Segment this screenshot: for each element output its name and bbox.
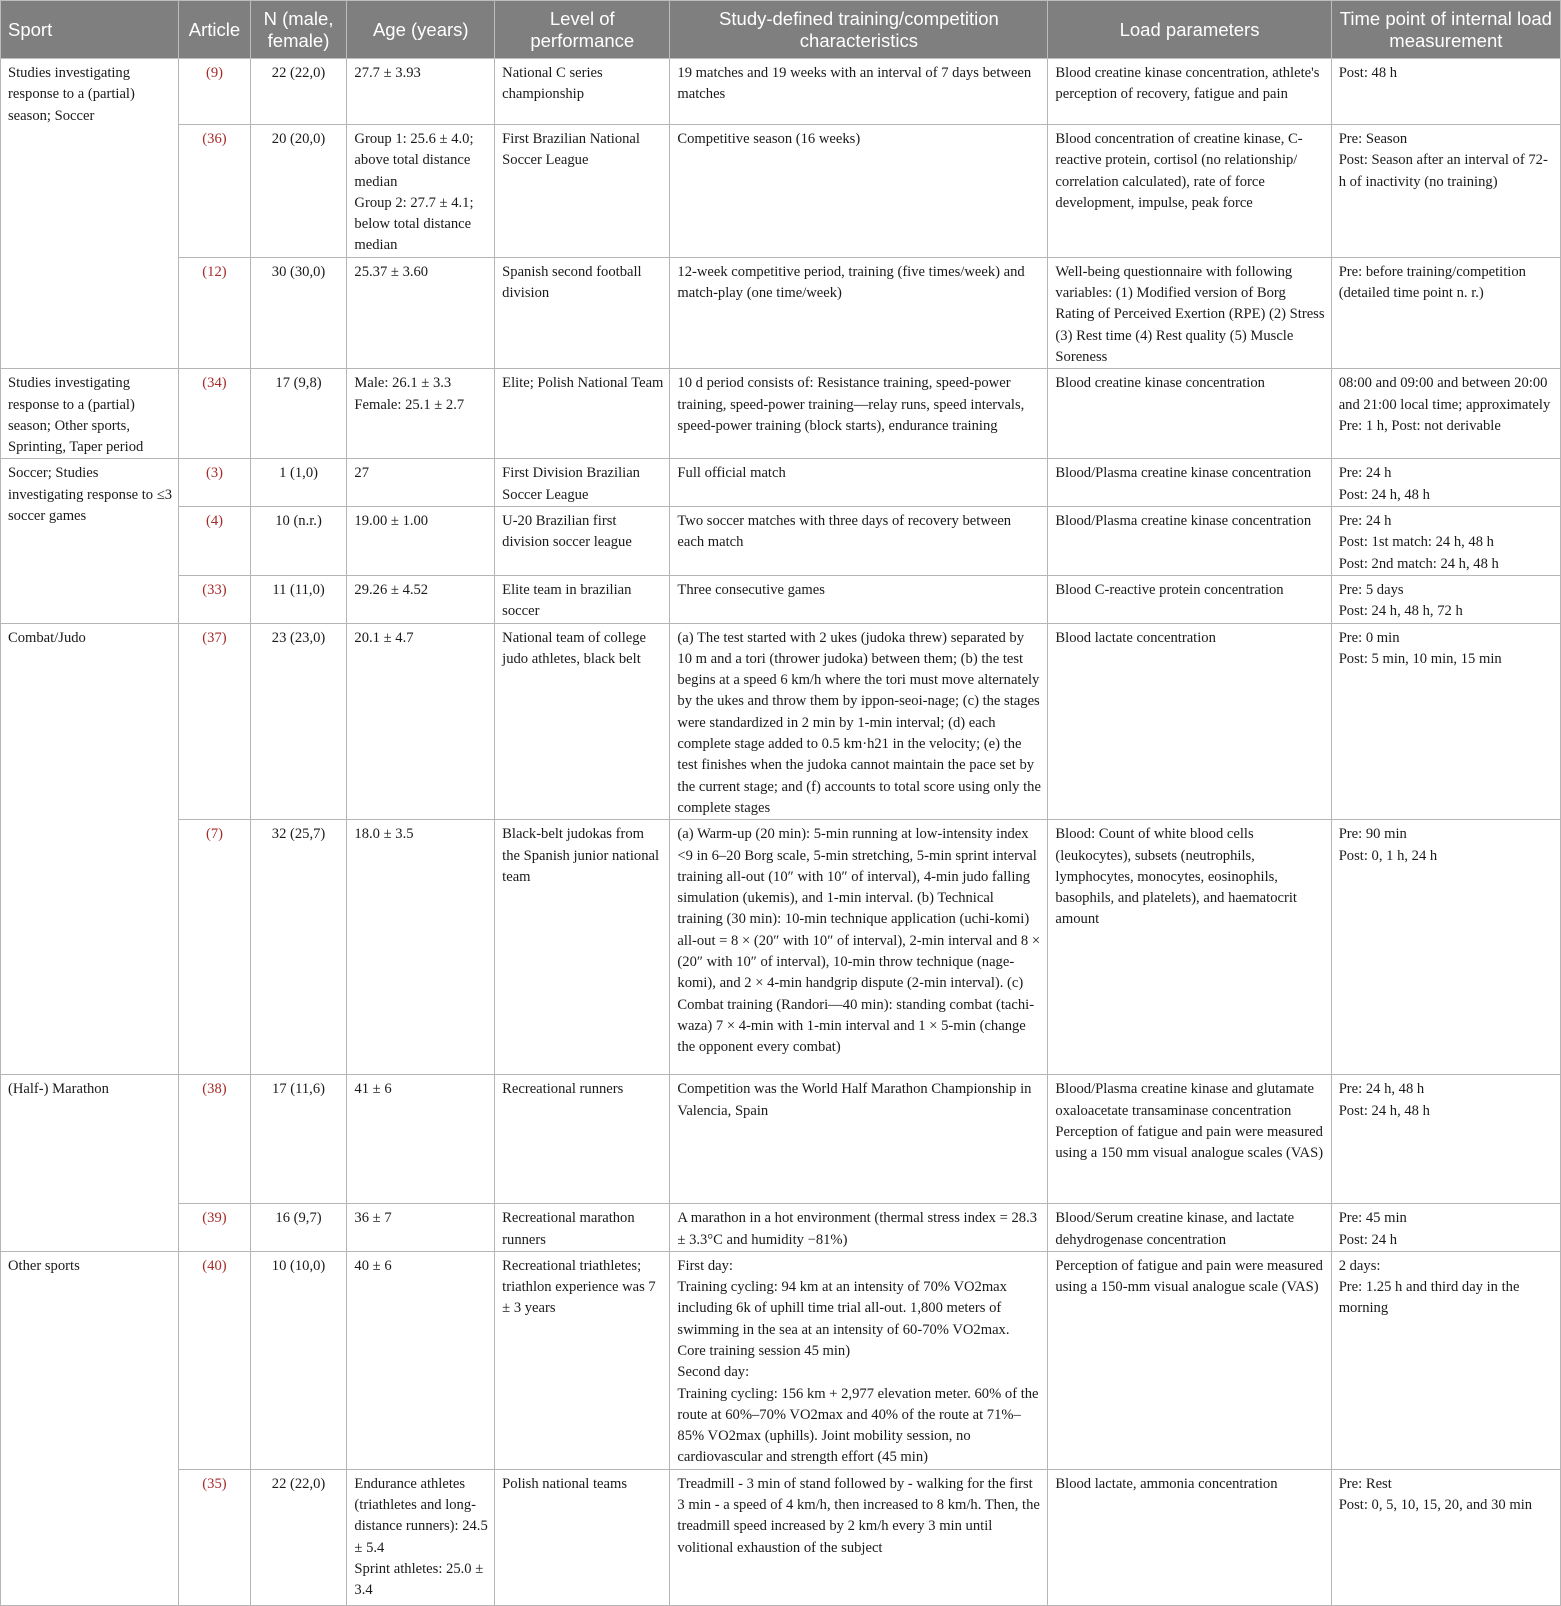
n-cell: 22 (22,0) <box>250 1469 347 1605</box>
characteristics-cell <box>670 257 1048 368</box>
header-level: Level of performance <box>495 1 670 59</box>
sport-cell: Other sports <box>1 1251 179 1605</box>
header-characteristics: Study-defined training/competition characteristics <box>670 1 1048 59</box>
cell-line: Post: 24 h, 48 h, 72 h <box>1338 603 1463 620</box>
article-ref: (3) <box>179 459 250 507</box>
table-row <box>1 1251 1561 1469</box>
table-row <box>1 507 1561 576</box>
load-cell <box>1048 1469 1331 1605</box>
characteristics-cell <box>670 1251 1048 1469</box>
load-cell <box>1048 125 1331 258</box>
table-row <box>1 1075 1561 1204</box>
sport-cell: Combat/Judo <box>1 623 179 1075</box>
time-cell <box>1331 623 1560 820</box>
level-cell: Recreational runners <box>495 1075 670 1204</box>
level-cell: National C series championship <box>495 59 670 125</box>
age-cell <box>347 820 495 1075</box>
article-ref: (39) <box>179 1204 250 1252</box>
table-row <box>1 1204 1561 1252</box>
header-article: Article <box>179 1 250 59</box>
cell-line: Training cycling: 94 km at an intensity of 70% VO2max including 6k of uphill time trial all-out. 1,800 meters of swimming in the sea at an intensity of 60-70% VO2max. Core training session 45 min) <box>677 1279 1010 1359</box>
level-cell: First Brazilian National Soccer League <box>495 125 670 258</box>
cell-line: (a) The test started with 2 ukes (judoka threw) separated by 10 m and a tori (thrower judoka) between them; (b) the test begins at a speed 6 km/h where the tori must move alternately by the ukes and throw them by ippon-seoi-nage; (c) the stages were standardized in 2 min by 1-min interval; (d) each complete stage added to 0.5 km·h21 in the velocity; (e) the test finishes when the judoka cannot maintain the pace set by the current stage; and (f) accounts to total score using only the complete stages <box>677 629 1041 816</box>
header-row <box>1 1 1561 59</box>
cell-line: 20.1 ± 4.7 <box>354 629 414 646</box>
cell-line: Pre: 0 min <box>1338 629 1400 646</box>
cell-line: 27 <box>354 465 370 482</box>
level-cell: Recreational marathon runners <box>495 1204 670 1252</box>
level-cell: Spanish second football division <box>495 257 670 368</box>
characteristics-cell <box>670 125 1048 258</box>
cell-line: 41 ± 6 <box>354 1081 392 1098</box>
time-cell <box>1331 257 1560 368</box>
age-cell <box>347 459 495 507</box>
article-ref: (12) <box>179 257 250 368</box>
cell-line: 10 d period consists of: Resistance training, speed-power training, speed-power training—relay runs, speed intervals, speed-power training (block starts), endurance training <box>677 375 1025 434</box>
article-ref: (37) <box>179 623 250 820</box>
n-cell: 23 (23,0) <box>250 623 347 820</box>
level-cell: Black-belt judokas from the Spanish junior national team <box>495 820 670 1075</box>
article-ref: (40) <box>179 1251 250 1469</box>
cell-line: Post: 1st match: 24 h, 48 h <box>1338 534 1494 551</box>
n-cell: 22 (22,0) <box>250 59 347 125</box>
cell-line: Pre: 24 h, 48 h <box>1338 1081 1425 1098</box>
time-cell <box>1331 369 1560 459</box>
characteristics-cell <box>670 59 1048 125</box>
article-ref: (7) <box>179 820 250 1075</box>
table-row <box>1 1469 1561 1605</box>
cell-line: 25.37 ± 3.60 <box>354 263 429 280</box>
time-cell <box>1331 459 1560 507</box>
table-row <box>1 459 1561 507</box>
n-cell: 16 (9,7) <box>250 1204 347 1252</box>
header-time: Time point of internal load measurement <box>1331 1 1560 59</box>
n-cell: 17 (11,6) <box>250 1075 347 1204</box>
cell-line: 27.7 ± 3.93 <box>354 65 421 81</box>
cell-line: Post: 24 h, 48 h <box>1338 486 1430 503</box>
cell-line: Post: 0, 5, 10, 15, 20, and 30 min <box>1338 1497 1533 1514</box>
cell-line: Blood lactate, ammonia concentration <box>1055 1475 1278 1492</box>
age-cell <box>347 1075 495 1204</box>
table-row <box>1 369 1561 459</box>
cell-line: Sprint athletes: 25.0 ± 3.4 <box>354 1560 484 1599</box>
cell-line: First day: <box>677 1257 733 1274</box>
article-ref: (36) <box>179 125 250 258</box>
cell-line: Post: Season after an interval of 72-h of inactivity (no training) <box>1338 152 1548 190</box>
cell-line: Two soccer matches with three days of recovery between each match <box>677 513 1012 551</box>
cell-line: 19 matches and 19 weeks with an interval of 7 days between matches <box>677 65 1032 103</box>
header-sport: Sport <box>1 1 179 59</box>
table-row <box>1 820 1561 1075</box>
table-row <box>1 623 1561 820</box>
cell-line: Treadmill - 3 min of stand followed by - walking for the first 3 min - a speed of 4 km/h, then increased to 8 km/h. Then, the treadmill speed increased by 2 km/h every 3 min until volitional exhaustion of the subject <box>677 1475 1040 1556</box>
cell-line: Female: 25.1 ± 2.7 <box>354 396 465 413</box>
characteristics-cell <box>670 820 1048 1075</box>
cell-line: Blood concentration of creatine kinase, C-reactive protein, cortisol (no relationship/ correlation calculated), rate of force development, impulse, peak force <box>1055 131 1303 211</box>
characteristics-cell <box>670 1075 1048 1204</box>
cell-line: Second day: <box>677 1364 750 1381</box>
cell-line: Blood C-reactive protein concentration <box>1055 581 1284 598</box>
cell-line: Perception of fatigue and pain were measured using a 150 mm visual analogue scales (VAS) <box>1055 1123 1324 1162</box>
load-cell <box>1048 369 1331 459</box>
table-row <box>1 125 1561 258</box>
load-cell <box>1048 1075 1331 1204</box>
cell-line: Pre: 24 h <box>1338 513 1392 530</box>
age-cell <box>347 575 495 623</box>
age-cell <box>347 257 495 368</box>
cell-line: Male: 26.1 ± 3.3 <box>354 375 452 392</box>
cell-line: 12-week competitive period, training (five times/week) and match-play (one time/week) <box>677 263 1025 302</box>
cell-line: Post: 0, 1 h, 24 h <box>1338 847 1438 864</box>
cell-line: 2 days: <box>1338 1257 1381 1274</box>
sport-cell: Studies investigating response to a (partial) season; Other sports, Sprinting, Taper period <box>1 369 179 459</box>
level-cell: U-20 Brazilian first division soccer league <box>495 507 670 576</box>
header-load: Load parameters <box>1048 1 1331 59</box>
cell-line: Competitive season (16 weeks) <box>677 131 861 147</box>
n-cell: 30 (30,0) <box>250 257 347 368</box>
article-ref: (34) <box>179 369 250 459</box>
load-cell <box>1048 1204 1331 1252</box>
characteristics-cell <box>670 369 1048 459</box>
load-cell <box>1048 59 1331 125</box>
sport-cell: (Half-) Marathon <box>1 1075 179 1252</box>
level-cell: Elite; Polish National Team <box>495 369 670 459</box>
time-cell <box>1331 1469 1560 1605</box>
cell-line: Full official match <box>677 465 786 482</box>
cell-line: 36 ± 7 <box>354 1210 392 1227</box>
time-cell <box>1331 820 1560 1075</box>
cell-line: Blood: Count of white blood cells (leukocytes), subsets (neutrophils, lymphocytes, monocytes, eosinophils, basophils, and platelets), and haematocrit amount <box>1055 826 1297 928</box>
cell-line: Group 2: 27.7 ± 4.1; below total distance median <box>354 194 474 254</box>
table-row <box>1 257 1561 368</box>
cell-line: Blood/Plasma creatine kinase concentration <box>1055 465 1312 482</box>
characteristics-cell <box>670 575 1048 623</box>
load-cell <box>1048 623 1331 820</box>
cell-line: Three consecutive games <box>677 581 825 598</box>
load-cell <box>1048 459 1331 507</box>
article-ref: (9) <box>179 59 250 125</box>
level-cell: National team of college judo athletes, black belt <box>495 623 670 820</box>
load-cell <box>1048 575 1331 623</box>
table-body <box>1 59 1561 1606</box>
time-cell <box>1331 507 1560 576</box>
cell-line: 08:00 and 09:00 and between 20:00 and 21:00 local time; approximately Pre: 1 h, Post: not derivable <box>1338 375 1551 434</box>
n-cell: 11 (11,0) <box>250 575 347 623</box>
level-cell: Elite team in brazilian soccer <box>495 575 670 623</box>
n-cell: 10 (10,0) <box>250 1251 347 1469</box>
load-cell <box>1048 257 1331 368</box>
characteristics-cell <box>670 507 1048 576</box>
cell-line: Training cycling: 156 km + 2,977 elevation meter. 60% of the route at 60%–70% VO2max and 40% of the route at 71%–85% VO2max (uphills). Joint mobility session, no cardiovascular and strength effort (45 min) <box>677 1385 1039 1466</box>
sport-cell: Soccer; Studies investigating response to ≤3 soccer games <box>1 459 179 623</box>
n-cell: 1 (1,0) <box>250 459 347 507</box>
load-cell <box>1048 820 1331 1075</box>
cell-line: 29.26 ± 4.52 <box>354 581 429 598</box>
cell-line: Pre: 90 min <box>1338 826 1407 843</box>
sport-cell: Studies investigating response to a (partial) season; Soccer <box>1 59 179 369</box>
cell-line: Post: 48 h <box>1338 65 1398 81</box>
cell-line: (a) Warm-up (20 min): 5-min running at low-intensity index <9 in 6–20 Borg scale, 5-min stretching, 5-min sprint interval training all-out (10″ with 10″ of interval), 4-min judo falling simulation (ukemis), and 1-min interval. (b) Technical training (30 min): 10-min technique application (uchi-komi) all-out = 8 × (20″ with 10″ of interval), 2-min interval and 8 × (20″ with 10″ of interval), 10-min throw technique (nage-komi), and 2 × 4-min handgrip dispute (2-min interval). (c) Combat training (Randori—40 min): standing combat (tachi-waza) 7 × 4-min with 1-min interval and 1 × 5-min (change the opponent every combat) <box>677 826 1041 1056</box>
age-cell <box>347 507 495 576</box>
table-row <box>1 575 1561 623</box>
table-row <box>1 59 1561 125</box>
age-cell <box>347 59 495 125</box>
age-cell <box>347 623 495 820</box>
cell-line: 40 ± 6 <box>354 1257 392 1274</box>
load-cell <box>1048 1251 1331 1469</box>
cell-line: Pre: Season <box>1338 131 1408 147</box>
cell-line: Group 1: 25.6 ± 4.0; above total distance median <box>354 131 474 190</box>
age-cell <box>347 125 495 258</box>
characteristics-cell <box>670 1469 1048 1605</box>
time-cell <box>1331 1251 1560 1469</box>
cell-line: 19.00 ± 1.00 <box>354 513 429 530</box>
cell-line: Blood creatine kinase concentration, athlete's perception of recovery, fatigue and pain <box>1055 65 1320 103</box>
time-cell <box>1331 125 1560 258</box>
age-cell <box>347 1251 495 1469</box>
cell-line: Blood/Serum creatine kinase, and lactate dehydrogenase concentration <box>1055 1210 1295 1248</box>
cell-line: 18.0 ± 3.5 <box>354 826 414 843</box>
age-cell <box>347 1204 495 1252</box>
cell-line: Blood/Plasma creatine kinase and glutamate oxaloacetate transaminase concentration <box>1055 1081 1314 1119</box>
time-cell <box>1331 575 1560 623</box>
article-ref: (4) <box>179 507 250 576</box>
age-cell <box>347 369 495 459</box>
n-cell: 20 (20,0) <box>250 125 347 258</box>
load-cell <box>1048 507 1331 576</box>
cell-line: Post: 2nd match: 24 h, 48 h <box>1338 555 1499 572</box>
cell-line: Competition was the World Half Marathon Championship in Valencia, Spain <box>677 1081 1032 1119</box>
cell-line: Post: 5 min, 10 min, 15 min <box>1338 650 1502 667</box>
article-ref: (35) <box>179 1469 250 1605</box>
cell-line: Perception of fatigue and pain were measured using a 150-mm visual analogue scale (VAS) <box>1055 1257 1323 1296</box>
cell-line: Pre: 45 min <box>1338 1210 1407 1227</box>
cell-line: Blood/Plasma creatine kinase concentration <box>1055 513 1312 530</box>
header-n: N (male, female) <box>250 1 347 59</box>
cell-line: Post: 24 h, 48 h <box>1338 1102 1430 1119</box>
time-cell <box>1331 1075 1560 1204</box>
characteristics-cell <box>670 1204 1048 1252</box>
cell-line: Blood lactate concentration <box>1055 629 1216 646</box>
cell-line: Well-being questionnaire with following variables: (1) Modified version of Borg Rating of Perceived Exertion (RPE) (2) Stress (3) Rest time (4) Rest quality (5) Muscle Soreness <box>1055 263 1325 365</box>
article-ref: (33) <box>179 575 250 623</box>
header-age: Age (years) <box>347 1 495 59</box>
level-cell: First Division Brazilian Soccer League <box>495 459 670 507</box>
cell-line: Pre: Rest <box>1338 1475 1392 1492</box>
characteristics-cell <box>670 459 1048 507</box>
level-cell: Recreational triathletes; triathlon experience was 7 ± 3 years <box>495 1251 670 1469</box>
cell-line: A marathon in a hot environment (thermal stress index = 28.3 ± 3.3°C and humidity −81%) <box>677 1210 1038 1248</box>
n-cell: 17 (9,8) <box>250 369 347 459</box>
cell-line: Blood creatine kinase concentration <box>1055 375 1265 392</box>
level-cell: Polish national teams <box>495 1469 670 1605</box>
n-cell: 10 (n.r.) <box>250 507 347 576</box>
cell-line: Pre: 1.25 h and third day in the morning <box>1338 1279 1520 1317</box>
cell-line: Pre: 24 h <box>1338 465 1392 482</box>
characteristics-cell <box>670 623 1048 820</box>
time-cell <box>1331 1204 1560 1252</box>
cell-line: Pre: 5 days <box>1338 581 1404 598</box>
time-cell <box>1331 59 1560 125</box>
cell-line: Post: 24 h <box>1338 1231 1398 1248</box>
article-ref: (38) <box>179 1075 250 1204</box>
n-cell: 32 (25,7) <box>250 820 347 1075</box>
cell-line: Pre: before training/competition (detailed time point n. r.) <box>1338 263 1526 302</box>
age-cell <box>347 1469 495 1605</box>
cell-line: Endurance athletes (triathletes and long-distance runners): 24.5 ± 5.4 <box>354 1475 488 1556</box>
